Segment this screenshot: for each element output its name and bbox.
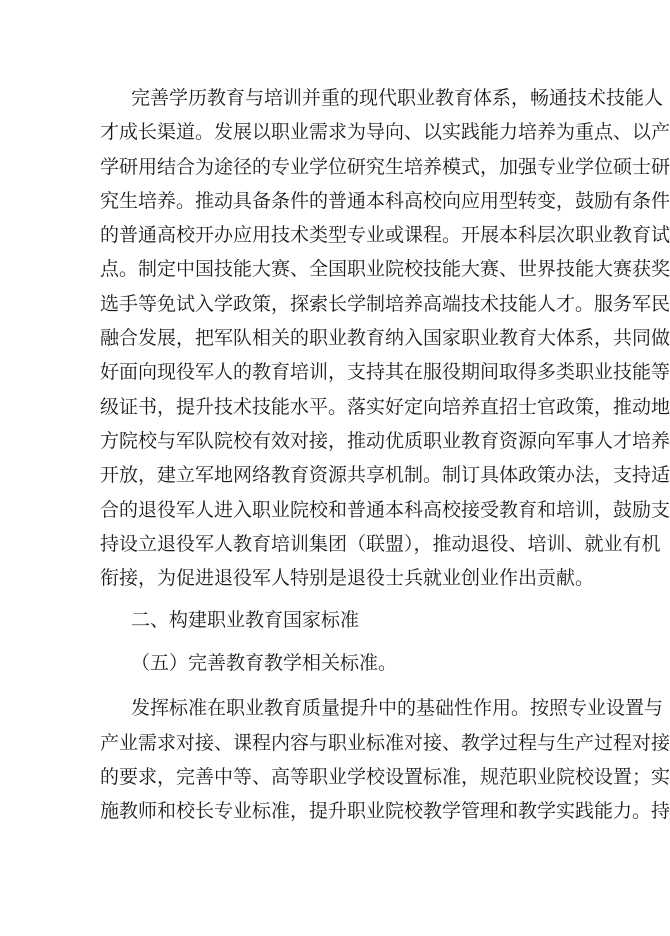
text-line: 融合发展，把军队相关的职业教育纳入国家职业教育大体系，共同做 — [100, 327, 670, 350]
text-line: 的普通高校开办应用技术类型专业或课程。开展本科层次职业教育试 — [100, 224, 670, 247]
text-line: 开放，建立军地网络教育资源共享机制。制订具体政策办法，支持适 — [100, 464, 670, 487]
text-line: 持设立退役军人教育培训集团（联盟），推动退役、培训、就业有机 — [100, 532, 661, 555]
text-line: 产业需求对接、课程内容与职业标准对接、教学过程与生产过程对接 — [100, 731, 670, 754]
text-line: 合的退役军人进入职业院校和普通本科高校接受教育和培训，鼓励支 — [100, 498, 670, 521]
subsection-heading: （五）完善教育教学相关标准。 — [131, 652, 398, 675]
text-line: 完善学历教育与培训并重的现代职业教育体系，畅通技术技能人 — [131, 87, 664, 109]
text-line: 学研用结合为途径的专业学位研究生培养模式，加强专业学位硕士研 — [100, 155, 670, 178]
text-line: 选手等免试入学政策，探索长学制培养高端技术技能人才。服务军民 — [100, 292, 670, 315]
text-line: 施教师和校长专业标准，提升职业院校教学管理和教学实践能力。持 — [100, 800, 670, 823]
section-heading: 二、构建职业教育国家标准 — [131, 609, 360, 632]
text-line: 方院校与军队院校有效对接，推动优质职业教育资源向军事人才培养 — [100, 429, 670, 452]
paragraph-2 — [100, 696, 670, 833]
text-line: 级证书，提升技术技能水平。落实好定向培养直招士官政策，推动地 — [100, 395, 670, 418]
text-line: 才成长渠道。发展以职业需求为导向、以实践能力培养为重点、以产 — [100, 121, 670, 144]
text-line: 点。制定中国技能大赛、全国职业院校技能大赛、世界技能大赛获奖 — [100, 258, 670, 281]
text-line: 究生培养。推动具备条件的普通本科高校向应用型转变，鼓励有条件 — [100, 189, 670, 212]
paragraph-1 — [100, 86, 670, 600]
document-page — [100, 86, 670, 834]
text-line: 好面向现役军人的教育培训，支持其在服役期间取得多类职业技能等 — [100, 361, 670, 384]
text-line: 发挥标准在职业教育质量提升中的基础性作用。按照专业设置与 — [131, 697, 664, 720]
text-line: 的要求，完善中等、高等职业学校设置标准，规范职业院校设置；实 — [100, 766, 670, 789]
text-line: 衔接，为促进退役军人特别是退役士兵就业创业作出贡献。 — [100, 567, 595, 590]
